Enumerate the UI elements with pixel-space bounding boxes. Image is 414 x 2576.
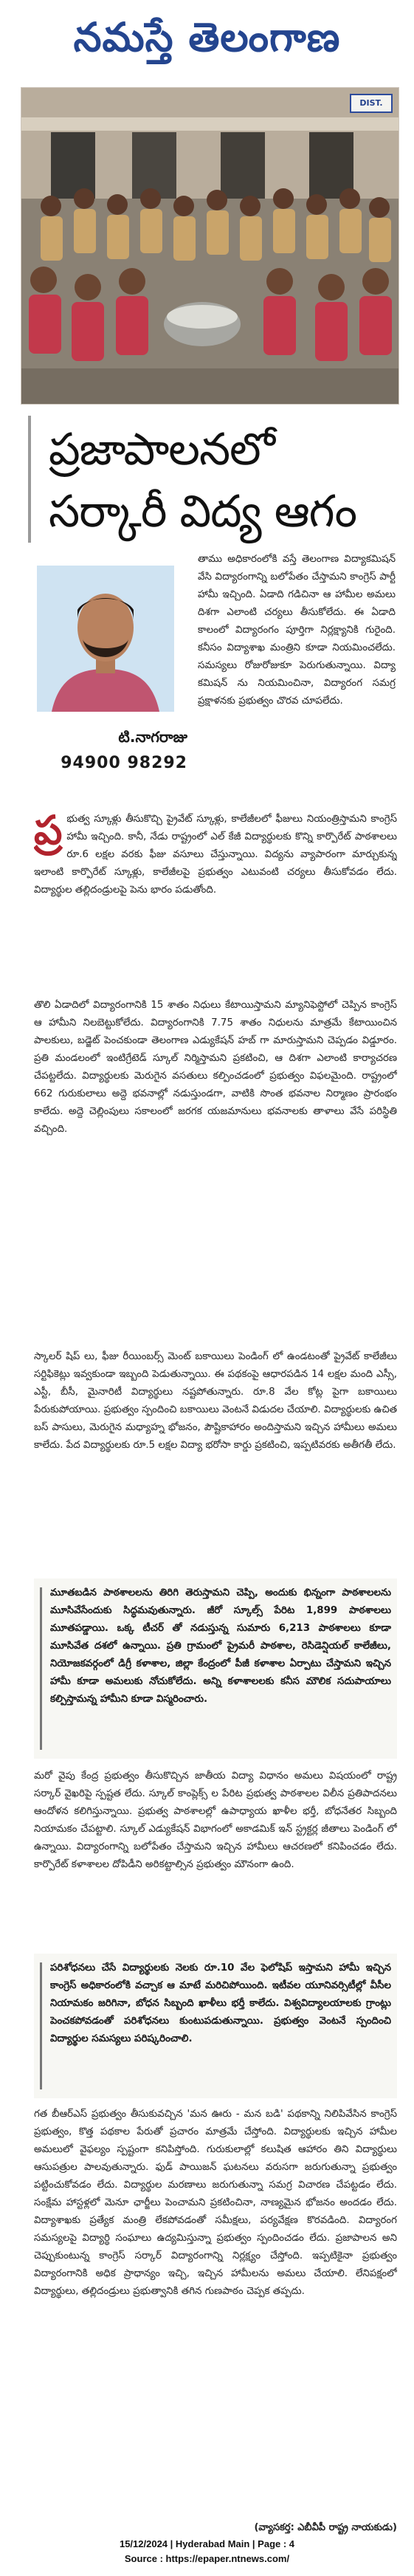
- news-photo: [21, 87, 399, 405]
- newspaper-title: నమస్తే తెలంగాణ: [73, 13, 341, 61]
- highlight-text-2: పరిశోధనలు చేసే విద్యార్థులకు నెలకు రూ.10 వేల ఫెలోషిప్ ఇస్తామని హామీ ఇచ్చిన కాంగ్రెస్ అధికారంలోకి వచ్చాక ఆ మాటే మరిచిపోయింది. ఇటీవల యూనివర్సిటీల్లో వీసీల నియామకం జరిగినా, బోధన సిబ్బంది ఖాళీలు భర్తీ కాలేదు. విశ్వవిద్యాలయాలకు గ్రాంట్లు పెంచకపోవడంతో పరిశోధనలు కుంటుపడుతున్నాయి. ప్రభుత్వం వెంటనే స్పందించి విద్యార్థుల సమస్యలు పరిష్కరించాలి.: [50, 1962, 391, 2044]
- drop-cap: ప్ర: [34, 811, 63, 853]
- author-box: [21, 551, 192, 805]
- headline: [49, 419, 356, 543]
- headline-line-2: సర్కారీ విద్య ఆగం: [49, 486, 356, 537]
- body-paragraph-2: తొలి ఏడాదిలో విద్యారంగానికి 15 శాతం నిధులు కేటాయిస్తామని మ్యానిఫెస్టోలో చెప్పిన కాంగ్రెస్ ఆ హామీని నిలబెట్టుకోలేదు. విద్యారంగానికి 7.75 శాతం నిధులను మాత్రమే కేటాయించిన పాలకులు, బడ్జెట్ పెంచకుండా తెలంగాణ ఎడ్యుకేషన్ హబ్ గా మారుస్తామని చెప్పడం విడ్డూరం. ప్రతి మండలంలో ఇంటిగ్రేటెడ్ స్కూల్ నిర్మిస్తామని ప్రకటించి, ఆ దిశగా ఎలాంటి కార్యాచరణ చేపట్టలేదు. విద్యార్థులకు మెరుగైన వసతులు కల్పించడంలో ప్రభుత్వం విఫలమైంది. రాష్ట్రంలో 662 గురుకులాలు అద్దె భవనాల్లో నడుస్తుండగా, వాటికి సొంత భవనాల నిర్మాణం ప్రారంభం కాలేదు. అద్దె చెల్లింపులు సకాలంలో జరగక యజమానులు భవనాలకు తాళాలు వేసే పరిస్థితి వచ్చింది.: [34, 1000, 397, 1135]
- students-eating-photo: [21, 88, 399, 405]
- writer-credit: (వ్యాసకర్త: ఎబీవీపీ రాష్ట్ర నాయకుడు): [254, 2522, 397, 2533]
- highlight-box-2: [34, 1954, 397, 2098]
- intro-text: తాము అధికారంలోకి వస్తే తెలంగాణ విద్యాకమిషన్ వేసి విద్యారంగాన్ని బలోపేతం చేస్తామని కాంగ్రెస్ పార్టీ హామీ ఇచ్చింది. ఏడాది గడిచినా ఆ హామీల అమలు దిశగా ఎలాంటి చర్యలు తీసుకోలేదు. ఈ ఏడాది కాలంలో విద్యారంగం పూర్తిగా నిర్లక్ష్యానికి గురైంది. కనీసం విద్యాశాఖ మంత్రిని కూడా నియమించలేదు. సమస్యలు రోజురోజుకూ పెరుగుతున్నాయి. విద్యా కమిషన్ ను నియమించినా, విద్యారంగ సమగ్ర ప్రక్షాళనకు ప్రభుత్వం చొరవ చూపలేదు.: [198, 554, 396, 707]
- footer-date-line: 15/12/2024 | Hyderabad Main | Page : 4: [119, 2538, 295, 2549]
- body-middle-text: మరో వైపు కేంద్ర ప్రభుత్వం తీసుకొచ్చిన జాతీయ విద్యా విధానం అమలు విషయంలో రాష్ట్ర సర్కార్ వైఖరిపై స్పష్టత లేదు. స్కూల్ కాంప్లెక్స్ ల పేరిట ప్రభుత్వ పాఠశాలల విలీన ప్రతిపాదనలు ఆందోళన కలిగిస్తున్నాయి. ప్రభుత్వ పాఠశాలల్లో ఉపాధ్యాయ ఖాళీల భర్తీ, బోధనేతర సిబ్బంది నియామకం చేపట్టాలి. స్కూల్ ఎడ్యుకేషన్ విభాగంలో అకాడమిక్ ఇన్ స్ట్రక్టర్ల జీతాలు పెండింగ్ లో ఉన్నాయి. విద్యారంగాన్ని బలోపేతం చేస్తామని ఇచ్చిన హామీలు ఆచరణలో కనిపించడం లేదు. కార్పొరేట్ కళాశాలల దోపిడీని అరికట్టాల్సిన ప్రభుత్వం మౌనంగా ఉంది.: [34, 1770, 397, 1870]
- body-paragraph-3: స్కాలర్ షిప్ లు, ఫీజు రీయింబర్స్ మెంట్ బకాయిలు పెండింగ్ లో ఉండటంతో ప్రైవేట్ కాలేజీలు సర్టిఫికెట్లు ఇవ్వకుండా ఇబ్బంది పెడుతున్నాయి. ఈ పథకంపై ఆధారపడిన 14 లక్షల మంది ఎస్సీ, ఎస్టీ, బీసీ, మైనారిటీ విద్యార్థులు నష్టపోతున్నారు. రూ.8 వేల కోట్ల పైగా బకాయిలు పేరుకుపోయాయి. ప్రభుత్వం స్పందించి బకాయిలు వెంటనే విడుదల చేయాలి. విద్యార్థులకు ఉచిత బస్ పాసులు, మెరుగైన మధ్యాహ్న భోజనం, పౌష్టికాహారం అందిస్తామని ఇచ్చిన హామీలు అమలు కాలేదు. పేద విద్యార్థులకు రూ.5 లక్షల విద్యా భరోసా కార్డు ప్రకటించి, ఇప్పటివరకు అతీగతీ లేదు.: [34, 1351, 397, 1451]
- dist-sign: DIST.: [350, 94, 393, 113]
- body-closing-text: గత బీఆర్ఎస్ ప్రభుత్వం తీసుకువచ్చిన 'మన ఊరు - మన బడి' పథకాన్ని నిలిపివేసిన కాంగ్రెస్ ప్రభుత్వం, కొత్త పథకాల పేరుతో ప్రచారం మాత్రమే చేస్తోంది. విద్యార్థులకు ఇచ్చిన హామీల అమలులో వైఫల్యం స్పష్టంగా కనిపిస్తోంది. గురుకులాల్లో కలుషిత ఆహారం తిని విద్యార్థులు ఆసుపత్రుల పాలవుతున్నారు. ఫుడ్ పాయిజన్ ఘటనలు వరుసగా జరుగుతున్నా ప్రభుత్వం పట్టించుకోవడం లేదు. విద్యార్థుల మరణాలు జరుగుతున్నా సమగ్ర విచారణ చేపట్టడం లేదు. సంక్షేమ హాస్టళ్లలో మెనూ ఛార్జీలు పెంచామని ప్రకటించినా, నాణ్యమైన భోజనం అందడం లేదు. విద్యాశాఖకు ప్రత్యేక మంత్రి లేకపోవడంతో సమీక్షలు, పర్యవేక్షణ కొరవడింది. విద్యారంగ సమస్యలపై విద్యార్థి సంఘాలు ఉద్యమిస్తున్నా ప్రభుత్వం స్పందించడం లేదు. ప్రజాపాలన అని చెప్పుకుంటున్న కాంగ్రెస్ సర్కార్ విద్యారంగాన్ని నిర్లక్ష్యం చేస్తోంది. ఇప్పటికైనా ప్రభుత్వం విద్యారంగానికి అధిక ప్రాధాన్యం ఇచ్చి, ఇచ్చిన హామీలను అమలు చేయాలి. లేనిపక్షంలో విద్యార్థులు, తల్లిదండ్రులు ప్రభుత్వానికి తగిన గుణపాఠం చెప్పక తప్పదు.: [34, 2109, 397, 2297]
- body-paragraph-1: [34, 811, 397, 988]
- headline-rule: [28, 416, 31, 543]
- highlight-rule-2: [40, 1962, 42, 2089]
- author-photo: [37, 566, 174, 712]
- highlight-text-1: మూతబడిన పాఠశాలలను తిరిగి తెరుస్తామని చెప్పి, అందుకు భిన్నంగా పాఠశాలలను మూసివేసేందుకు సిద్ధమవుతున్నారు. జీరో స్కూల్స్ పేరిట 1,899 పాఠశాలలు మూతపడ్డాయి. ఒక్క టీచర్ తో నడుస్తున్న సుమారు 6,213 పాఠశాలలు కూడా మూసివేత దశలో ఉన్నాయి. ప్రతి గ్రామంలో ప్రైమరీ పాఠశాల, రెసిడెన్షియల్ కాలేజీలు, నియోజకవర్గంలో డిగ్రీ కళాశాల, జిల్లా కేంద్రంలో పీజీ కళాశాల ఏర్పాటు చేస్తామని ఇచ్చిన హామీ కూడా అమలుకు నోచుకోలేదు. అన్ని కళాశాలలకు కనీస మౌలిక సదుపాయాలు కల్పిస్తామన్న హామీని కూడా విస్మరించారు.: [50, 1587, 391, 1705]
- footer-source-line: Source : https://epaper.ntnews.com/: [124, 2553, 290, 2564]
- highlight-rule-1: [40, 1587, 42, 1750]
- headline-line-1: ప్రజాపాలనలో: [49, 424, 275, 475]
- author-portrait: [37, 566, 174, 712]
- headline-area: [21, 416, 399, 543]
- author-phone: 94900 98292: [61, 754, 187, 772]
- highlight-box-1: [34, 1579, 397, 1759]
- masthead: [0, 0, 414, 80]
- footer: [0, 2537, 414, 2576]
- paragraph-1-text: భుత్వ స్కూళ్లు తీసుకొచ్చి ప్రైవేట్ స్కూళ్లు, కాలేజీలలో ఫీజులు నియంత్రిస్తామని కాంగ్రెస్ హామీ ఇచ్చింది. కానీ, నేడు రాష్ట్రంలో ఎల్ కేజీ విద్యార్థులకు కొన్ని కార్పొరేట్ పాఠశాలలు రూ.6 లక్షల వరకు ఫీజు వసూలు చేస్తున్నాయి. విద్యను వ్యాపారంగా మార్చుకున్న ఇలాంటి కార్పొరేట్ స్కూళ్లు, కాలేజీలపై ప్రభుత్వం ఎటువంటి చర్యలు తీసుకోవడం లేదు. విద్యార్థుల తల్లిదండ్రులపై పెను భారం పడుతోంది.: [34, 814, 397, 896]
- author-name: టి.నాగరాజు: [118, 728, 187, 746]
